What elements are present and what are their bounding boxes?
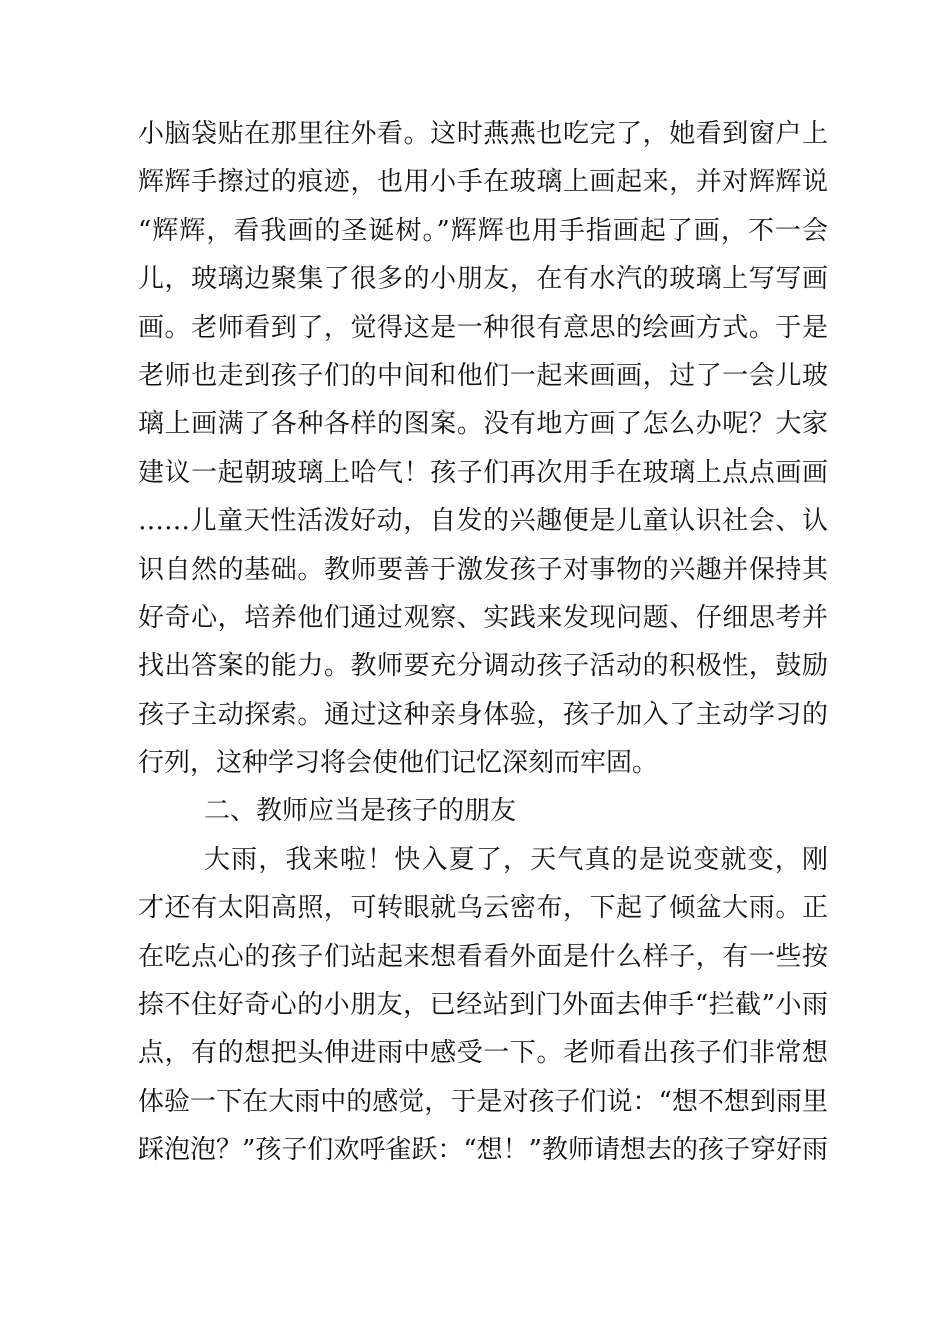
text-line: 在吃点心的孩子们站起来想看看外面是什么样子，有一些按	[138, 941, 828, 972]
text-line: 点，有的想把头伸进雨中感受一下。老师看出孩子们非常想	[138, 1038, 828, 1069]
body-text	[138, 110, 828, 1175]
text-line: “辉辉，看我画的圣诞树。”辉辉也用手指画起了画，不一会	[138, 215, 828, 246]
text-line: 找出答案的能力。教师要充分调动孩子活动的积极性，鼓励	[138, 651, 828, 682]
text-line: 璃上画满了各种各样的图案。没有地方画了怎么办呢？大家	[138, 409, 828, 440]
text-line: 辉辉手擦过的痕迹，也用小手在玻璃上画起来，并对辉辉说	[138, 167, 828, 198]
text-line: 踩泡泡？”孩子们欢呼雀跃：“想！”教师请想去的孩子穿好雨	[138, 1135, 828, 1166]
text-line: 孩子主动探索。通过这种亲身体验，孩子加入了主动学习的	[138, 699, 828, 730]
section-heading: 二、教师应当是孩子的朋友	[204, 796, 517, 827]
text-line: 大雨，我来啦！快入夏了，天气真的是说变就变，刚	[204, 844, 828, 875]
text-line: 体验一下在大雨中的感觉，于是对孩子们说：“想不想到雨里	[138, 1086, 828, 1117]
text-line: 捺不住好奇心的小朋友，已经站到门外面去伸手“拦截”小雨	[138, 990, 828, 1021]
text-line: 儿，玻璃边聚集了很多的小朋友，在有水汽的玻璃上写写画	[138, 264, 828, 295]
text-line: 小脑袋贴在那里往外看。这时燕燕也吃完了，她看到窗户上	[138, 119, 828, 149]
text-line: 识自然的基础。教师要善于激发孩子对事物的兴趣并保持其	[138, 554, 828, 585]
text-line: ……儿童天性活泼好动，自发的兴趣便是儿童认识社会、认	[138, 506, 828, 537]
text-line: 才还有太阳高照，可转眼就乌云密布，下起了倾盆大雨。正	[138, 893, 828, 924]
text-line: 行列，这种学习将会使他们记忆深刻而牢固。	[138, 748, 659, 779]
text-line: 建议一起朝玻璃上哈气！孩子们再次用手在玻璃上点点画画	[138, 457, 828, 488]
text-line: 老师也走到孩子们的中间和他们一起来画画，过了一会儿玻	[138, 360, 828, 391]
text-line: 好奇心，培养他们通过观察、实践来发现问题、仔细思考并	[138, 602, 828, 633]
text-line: 画。老师看到了，觉得这是一种很有意思的绘画方式。于是	[138, 312, 828, 343]
